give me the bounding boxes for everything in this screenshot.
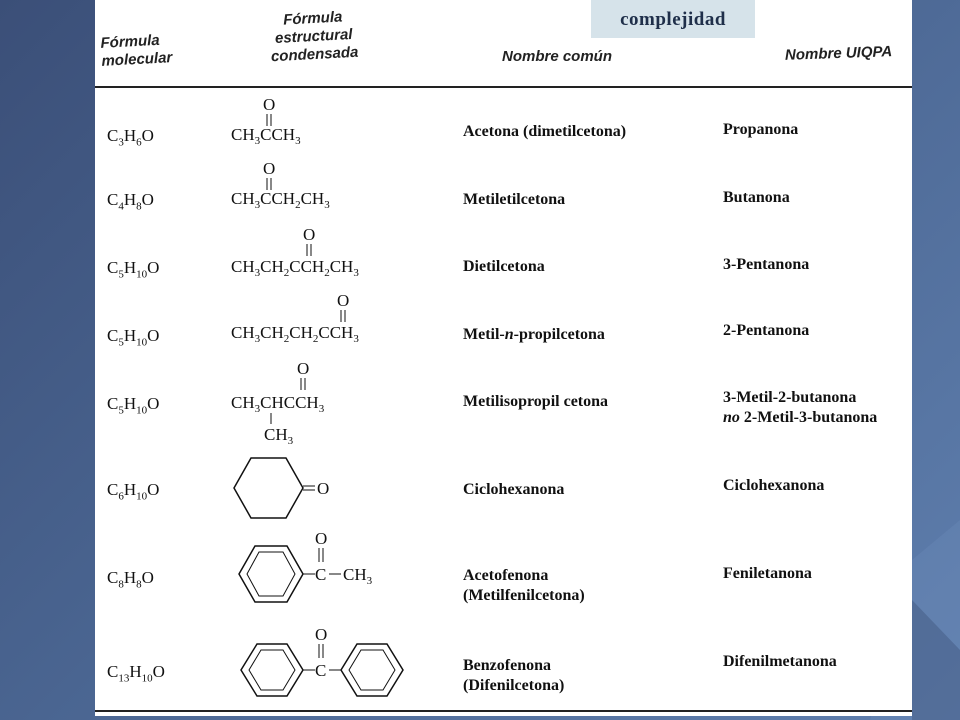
iupac-name-line1: 3-Metil-2-butanona [723, 389, 857, 406]
carbonyl-carbon: C [315, 661, 327, 680]
iupac-name-line2 [723, 408, 877, 428]
molecular-formula: $C_5H_{10}O$ [107, 258, 160, 281]
carbon-count: 6 [118, 490, 124, 503]
table-row [95, 448, 912, 528]
table-row [95, 622, 912, 710]
molecular-formula: $C_8H_8O$ [107, 568, 154, 591]
formula-text: $CH_3CH_2CCH_2CH_3$ [231, 257, 359, 279]
formula-text: $CH_3CH_2CH_2CCH_3$ [231, 323, 359, 345]
formula-text: $CH_3CCH_2CH_3$ [231, 189, 330, 211]
common-name-part: -propilcetona [513, 326, 605, 343]
iupac-name: Feniletanona [723, 565, 812, 582]
hydrogen-count: 10 [141, 672, 153, 685]
header-molecular-line2: molecular [101, 49, 173, 70]
header-structural-line1: Fórmula [282, 8, 343, 29]
header-iupac: Nombre UIQPA [784, 43, 893, 64]
oxygen-atom: O [297, 359, 310, 378]
common-name: Dietilcetona [463, 258, 545, 275]
oxygen-atom: O [315, 625, 328, 644]
hydrogen-count: 8 [136, 578, 142, 591]
header-molecular [100, 31, 173, 71]
common-name-line2: (Metilfenilcetona) [463, 587, 585, 604]
hydrogen-count: 10 [136, 404, 148, 417]
common-name [463, 566, 585, 606]
hydrogen-count: 6 [136, 136, 142, 149]
molecular-formula: $C_5H_{10}O$ [107, 394, 160, 417]
carbon-count: 5 [118, 268, 124, 281]
cyclohexanone-structure [231, 448, 431, 528]
iupac-name: 3-Pentanona [723, 256, 810, 273]
acetophenone-structure [231, 530, 441, 622]
carbon-count: 3 [118, 136, 124, 149]
common-name: Metilisopropil cetona [463, 393, 609, 410]
iupac-name-alt: 2-Metil-3-butanona [739, 409, 878, 426]
table-row [95, 156, 912, 221]
table-row [95, 356, 912, 446]
structural-formula [231, 356, 431, 446]
structural-formula [231, 222, 431, 282]
iupac-name: Butanona [723, 189, 790, 206]
header-structural [269, 8, 359, 67]
oxygen-atom: O [263, 159, 276, 178]
formula-text: $CH_3CCH_3$ [231, 125, 301, 147]
header-common: Nombre común [502, 48, 613, 65]
header-molecular-line1: Fórmula [100, 31, 161, 52]
hydrogen-count: 8 [136, 200, 142, 213]
table-row [95, 222, 912, 288]
molecular-formula: $C_3H_6O$ [107, 126, 154, 149]
header-rule [95, 86, 912, 88]
hydrogen-count: 10 [136, 490, 148, 503]
structural-formula [231, 92, 431, 152]
molecular-formula: $C_6H_{10}O$ [107, 480, 160, 503]
structural-formula [231, 288, 441, 348]
common-name [463, 325, 605, 345]
iupac-name [723, 388, 877, 428]
benzophenone-structure [231, 622, 441, 710]
molecular-formula: $C_{13}H_{10}O$ [107, 662, 165, 685]
bottom-rule [95, 710, 912, 712]
common-name: Metiletilcetona [463, 191, 566, 208]
oxygen-atom: O [317, 479, 330, 498]
iupac-name: Propanona [723, 121, 799, 138]
common-name-line2: (Difenilcetona) [463, 677, 565, 694]
common-name: Acetona (dimetilcetona) [463, 123, 627, 140]
common-name-line1: Acetofenona [463, 567, 549, 584]
hydrogen-count: 10 [136, 268, 148, 281]
carbon-count: 5 [118, 336, 124, 349]
table-row [95, 92, 912, 157]
carbon-count: 13 [118, 672, 130, 685]
hydrogen-count: 10 [136, 336, 148, 349]
header-structural-line3: condensada [270, 43, 359, 66]
carbonyl-carbon: C [315, 565, 327, 584]
document-page [95, 0, 912, 716]
table-row [95, 530, 912, 622]
structural-formula [231, 156, 431, 216]
iupac-name-italic: no [723, 409, 740, 426]
topic-badge: complejidad [591, 0, 755, 38]
common-name-part: Metil- [463, 326, 505, 343]
carbon-count: 4 [118, 200, 124, 213]
oxygen-atom: O [315, 530, 328, 548]
iupac-name: Ciclohexanona [723, 477, 825, 494]
iupac-name: Difenilmetanona [723, 653, 837, 670]
methyl-group: $CH_3$ [343, 565, 373, 587]
oxygen-atom: O [303, 225, 316, 244]
oxygen-atom: O [263, 95, 276, 114]
formula-text: $CH_3CHCCH_3$ [231, 393, 325, 415]
common-name: Ciclohexanona [463, 481, 565, 498]
carbon-count: 8 [118, 578, 124, 591]
common-name [463, 656, 564, 696]
common-name-line1: Benzofenona [463, 657, 551, 674]
table-row [95, 288, 912, 354]
common-name-italic: n [504, 326, 514, 343]
molecular-formula: $C_5H_{10}O$ [107, 326, 160, 349]
header-structural-line2: estructural [274, 25, 353, 48]
molecular-formula: $C_4H_8O$ [107, 190, 154, 213]
iupac-name: 2-Pentanona [723, 322, 810, 339]
carbon-count: 5 [118, 404, 124, 417]
methyl-branch: $CH_3$ [264, 425, 294, 446]
oxygen-atom: O [337, 291, 350, 310]
